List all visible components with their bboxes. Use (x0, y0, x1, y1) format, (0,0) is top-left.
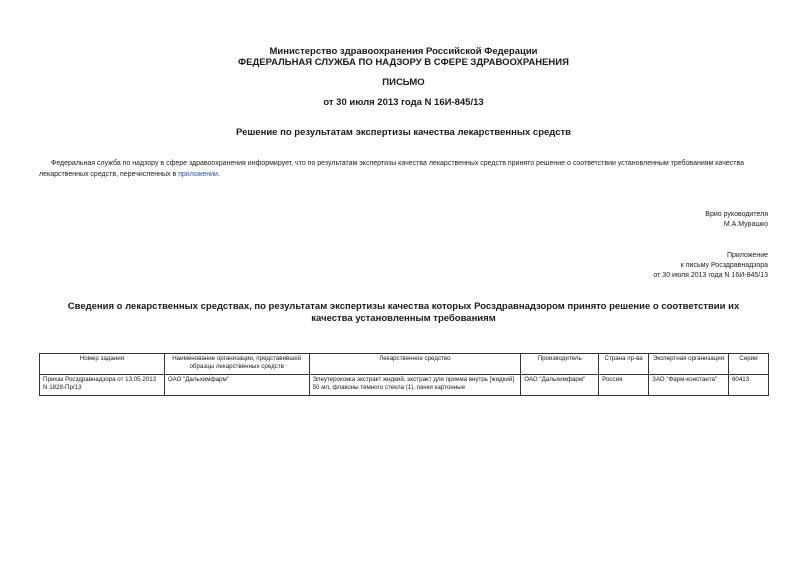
col-header-manufacturer: Производитель (521, 354, 599, 375)
document-subject: Решение по результатам экспертизы качества лекарственных средств (236, 127, 571, 138)
cell-country: Россия (599, 375, 649, 396)
intro-end: . (217, 171, 220, 178)
document-type: ПИСЬМО (382, 77, 425, 88)
col-header-organization: Наименование организации, представившей образцы лекарственных средств (164, 354, 309, 375)
signature-position: Врио руководителя (705, 211, 768, 218)
appendix-line-1: Приложение (726, 252, 768, 259)
service-name: ФЕДЕРАЛЬНАЯ СЛУЖБА ПО НАДЗОРУ В СФЕРЕ ЗДРАВООХРАНЕНИЯ (238, 57, 569, 68)
medicines-table (39, 353, 769, 396)
cell-manufacturer: ОАО "Дальхимфарм" (521, 375, 599, 396)
intro-paragraph (39, 158, 769, 180)
ministry-name: Министерство здравоохранения Российской Федерации (269, 46, 538, 57)
document-date: от 30 июля 2013 года N 16И-845/13 (323, 97, 484, 108)
col-header-medicine: Лекарственное средство (309, 354, 521, 375)
table-title: Сведения о лекарственных средствах, по результатам экспертизы качества которых Росздравнадзором принято решение о соответствии их качества установленным требованиям (67, 301, 740, 324)
cell-medicine: Элеутерококка экстракт жидкий, экстракт для приема внутрь [жидкий] 50 мл, флаконы темного стекла (1), пачки картонные (309, 375, 521, 396)
cell-expert-org: ЗАО "Фарм-константа" (649, 375, 729, 396)
intro-text: Федеральная служба по надзору в сфере здравоохранения информирует, что по результатам экспертизы качества лекарственных средств принято решение о соответствии установленным требованиям качества лекарственных средств, перечисленных в (39, 160, 745, 178)
appendix-line-2: к письму Росздравнадзора (680, 262, 768, 269)
col-header-expert-org: Экспертная организация (649, 354, 729, 375)
cell-task-number: Приказ Росздравнадзора от 13.05.2013 N 1828-Пр/13 (40, 375, 165, 396)
appendix-block (468, 251, 768, 281)
cell-organization: ОАО "Дальхимфарм" (164, 375, 309, 396)
table-row (40, 375, 769, 396)
appendix-link[interactable]: приложении (178, 171, 218, 178)
col-header-series: Серии (728, 354, 768, 375)
cell-series: 60413 (728, 375, 768, 396)
col-header-task-number: Номер задания (40, 354, 165, 375)
col-header-country: Страна пр-ва (599, 354, 649, 375)
appendix-line-3: от 30 июля 2013 года N 16И-845/13 (653, 272, 768, 279)
table-header-row (40, 354, 769, 375)
signature-name: М.А.Мурашко (723, 221, 768, 228)
signature-block (468, 210, 768, 230)
